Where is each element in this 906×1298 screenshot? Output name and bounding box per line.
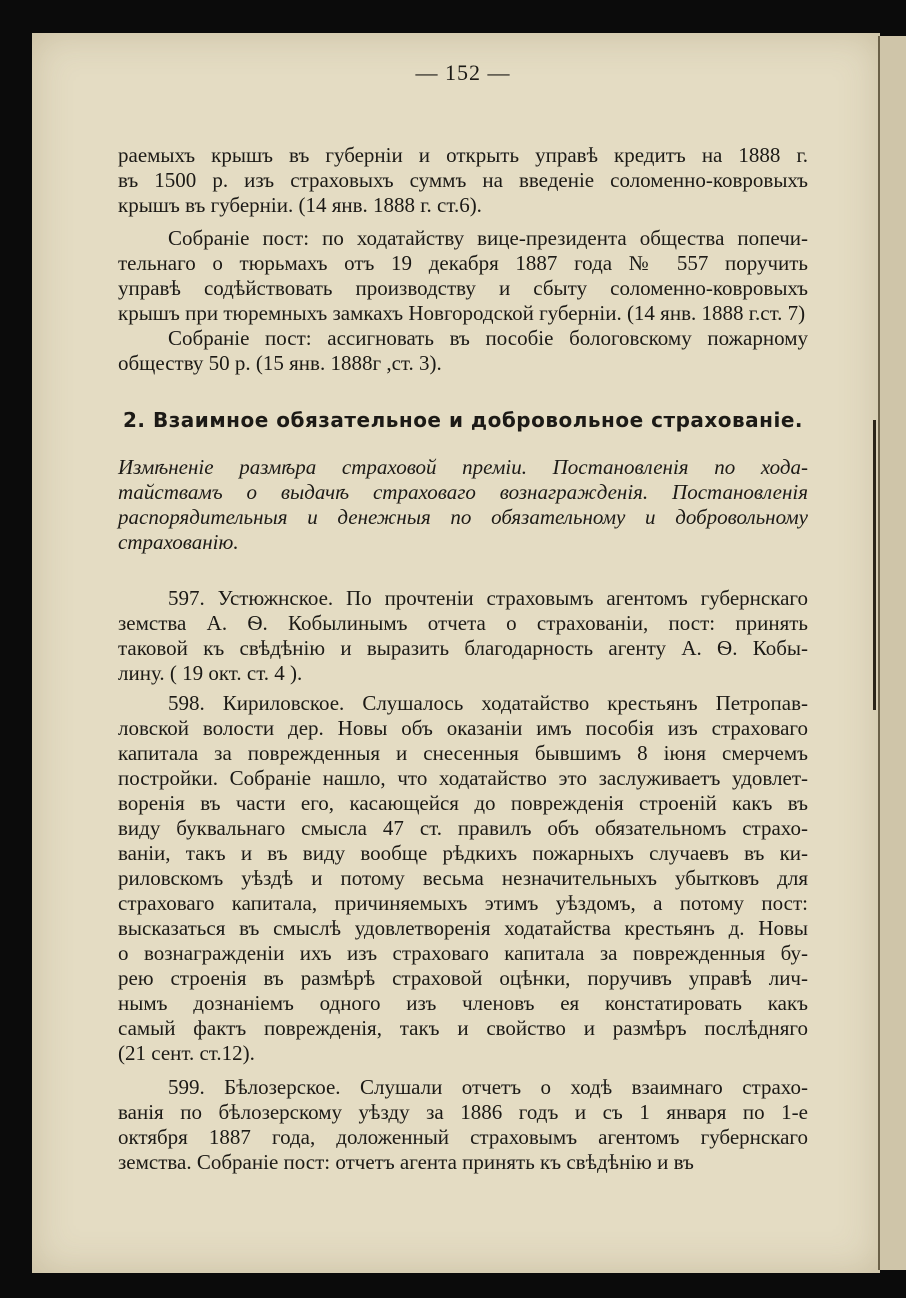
p598-line: самый фактъ поврежденія, такъ и свойство и размѣръ послѣдняго xyxy=(118,1016,808,1040)
intro-line: раемыхъ крышъ въ губерніи и открыть управѣ кредитъ на 1888 г. xyxy=(118,143,808,167)
p598-line: рею строенія въ размѣрѣ страховой оцѣнки, поручивъ управѣ лич- xyxy=(118,966,808,990)
para2-line: тельнаго о тюрьмахъ отъ 19 декабря 1887 года № 557 поручить xyxy=(118,251,808,275)
page-number: — 152 — xyxy=(415,60,511,85)
p598-line: ваніи, такъ и въ виду вообще рѣдкихъ пожарныхъ случаевъ въ ки- xyxy=(118,841,808,865)
subtitle-line: распорядительныя и денежныя по обязательному и добровольному xyxy=(118,505,808,529)
p598-line: нымъ дознаніемъ одного изъ членовъ ея констатировать какъ xyxy=(118,991,808,1015)
intro-line: въ 1500 р. изъ страховыхъ суммъ на введеніе соломенно-ковровыхъ xyxy=(118,168,808,192)
p598-line: (21 сент. ст.12). xyxy=(118,1041,255,1065)
section-heading: 2. Взаимное обязательное и добровольное страхованіе. xyxy=(122,408,804,432)
p597-line: земства А. Ѳ. Кобылинымъ отчета о страхованіи, пост: принять xyxy=(118,611,808,635)
p598-line: риловскомъ уѣздѣ и потому весьма незначительныхъ убытковъ для xyxy=(118,866,808,890)
p598-line: капитала за поврежденныя и снесенныя бывшимъ 8 іюня смерчемъ xyxy=(118,741,808,765)
p598-line: высказаться въ смыслѣ удовлетворенія ходатайства крестьянъ д. Новы xyxy=(118,916,808,940)
entry-599 xyxy=(118,1075,808,1175)
p597-line: лину. ( 19 окт. ст. 4 ). xyxy=(118,661,303,685)
page-binding-thread xyxy=(873,420,876,710)
p598-line: 598. Кириловское. Слушалось ходатайство крестьянъ Петропав- xyxy=(168,691,808,715)
p597-line: 597. Устюжнское. По прочтеніи страховымъ агентомъ губернскаго xyxy=(168,586,808,610)
paragraph-prison-roofs xyxy=(118,226,808,326)
para2-line: Собраніе пост: по ходатайству вице-президента общества попечи- xyxy=(168,226,808,250)
para2-line: крышъ при тюремныхъ замкахъ Новгородской губерніи. (14 янв. 1888 г.ст. 7) xyxy=(118,301,806,325)
adjacent-page-edge xyxy=(878,36,906,1270)
p598-line: постройки. Собраніе нашло, что ходатайство это заслуживаетъ удовлет- xyxy=(118,766,808,790)
intro-paragraph xyxy=(118,143,808,218)
p599-line: земства. Собраніе пост: отчетъ агента принять къ свѣдѣнію и въ xyxy=(118,1150,694,1174)
subtitle-line: Измѣненіе размѣра страховой преміи. Постановленія по ходa- xyxy=(118,455,808,479)
p598-line: ловской волости дер. Новы объ оказаніи имъ пособія изъ страховаго xyxy=(118,716,808,740)
p599-line: ванія по бѣлозерскому уѣзду за 1886 годъ и съ 1 января по 1-е xyxy=(118,1100,808,1124)
p598-line: воренія въ части его, касающейся до поврежденія строеній какъ въ xyxy=(118,791,808,815)
subtitle-line: страхованію. xyxy=(118,530,239,554)
p598-line: о вознагражденіи ихъ изъ страховаго капитала за поврежденныя бу- xyxy=(118,941,808,965)
subtitle-line: тайствамъ о выдачѣ страховаго вознагражденія. Постановленія xyxy=(118,480,808,504)
entry-598 xyxy=(118,691,808,1066)
intro-line: крышъ въ губерніи. (14 янв. 1888 г. ст.6). xyxy=(118,193,482,217)
section-subtitle xyxy=(118,455,808,555)
entry-597 xyxy=(118,586,808,686)
p599-line: октября 1887 года, доложенный страховымъ агентомъ губернскаго xyxy=(118,1125,808,1149)
p597-line: таковой къ свѣдѣнію и выразить благодарность агенту А. Ѳ. Кобы- xyxy=(118,636,808,660)
p598-line: страховаго капитала, причиняемыхъ этимъ уѣздомъ, а потому пост: xyxy=(118,891,808,915)
paragraph-bologovo-fire-society xyxy=(118,326,808,376)
para2-line: управѣ содѣйствовать производству и сбыту соломенно-ковровыхъ xyxy=(118,276,808,300)
p598-line: виду буквальнаго смысла 47 ст. правилъ объ обязательномъ страхо- xyxy=(118,816,808,840)
para3-line: Собраніе пост: ассигновать въ пособіе бологовскому пожарному xyxy=(168,326,808,350)
para3-line: обществу 50 р. (15 янв. 1888г ,ст. 3). xyxy=(118,351,442,375)
p599-line: 599. Бѣлозерское. Слушали отчетъ о ходѣ взаимнаго страхо- xyxy=(168,1075,808,1099)
